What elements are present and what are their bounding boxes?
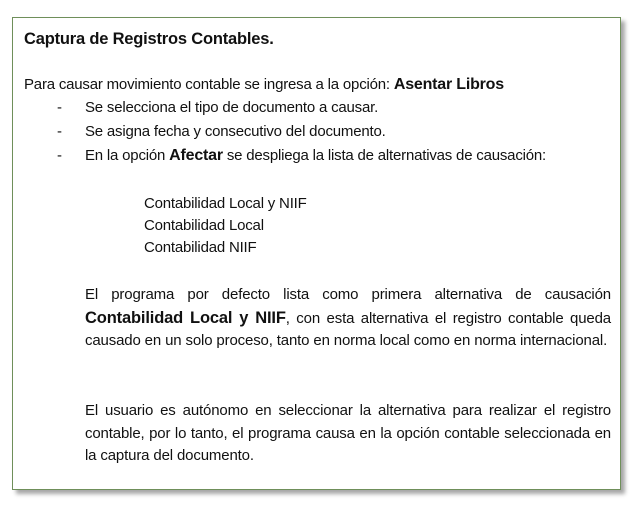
intro-text: Para causar movimiento contable se ingresa a la opción: [24,76,394,93]
step-text [85,147,546,165]
bullet-dash: - [57,123,62,140]
intro-line [24,76,504,94]
step-highlight: Afectar [169,147,223,164]
step-text: Se selecciona el tipo de documento a causar. [85,99,379,116]
step-item [13,123,620,147]
bullet-dash: - [57,147,62,164]
option-item: Contabilidad Local y NIIF [144,195,307,212]
paragraph1-lead: El programa por defecto lista como primera alternativa de causación [85,286,611,303]
document-title: Captura de Registros Contables. [24,30,274,48]
bullet-dash: - [57,99,62,116]
step-item [13,99,620,123]
intro-highlight: Asentar Libros [393,76,504,93]
options-list [144,193,307,259]
paragraph-user-choice: El usuario es autónomo en seleccionar la alternativa para realizar el registro contable, por lo tanto, el programa causa en la opción contable seleccionada en la captura del documento. [85,402,611,464]
paragraph1-highlight: Contabilidad Local y NIIF [85,308,286,327]
option-item: Contabilidad NIIF [144,239,257,256]
steps-list [13,99,620,171]
document-box [12,17,621,490]
step-prefix: En la opción [85,147,170,164]
step-text: Se asigna fecha y consecutivo del documento. [85,123,386,140]
paragraph1-rest: , con esta alternativa el registro contable queda causado en un solo proceso, tanto en norma local como en norma internacional. [85,309,611,349]
step-suffix: se despliega la lista de alternativas de causación: [222,147,547,164]
option-item: Contabilidad Local [144,217,264,234]
paragraph-default-option [85,284,611,353]
step-item [13,147,620,171]
